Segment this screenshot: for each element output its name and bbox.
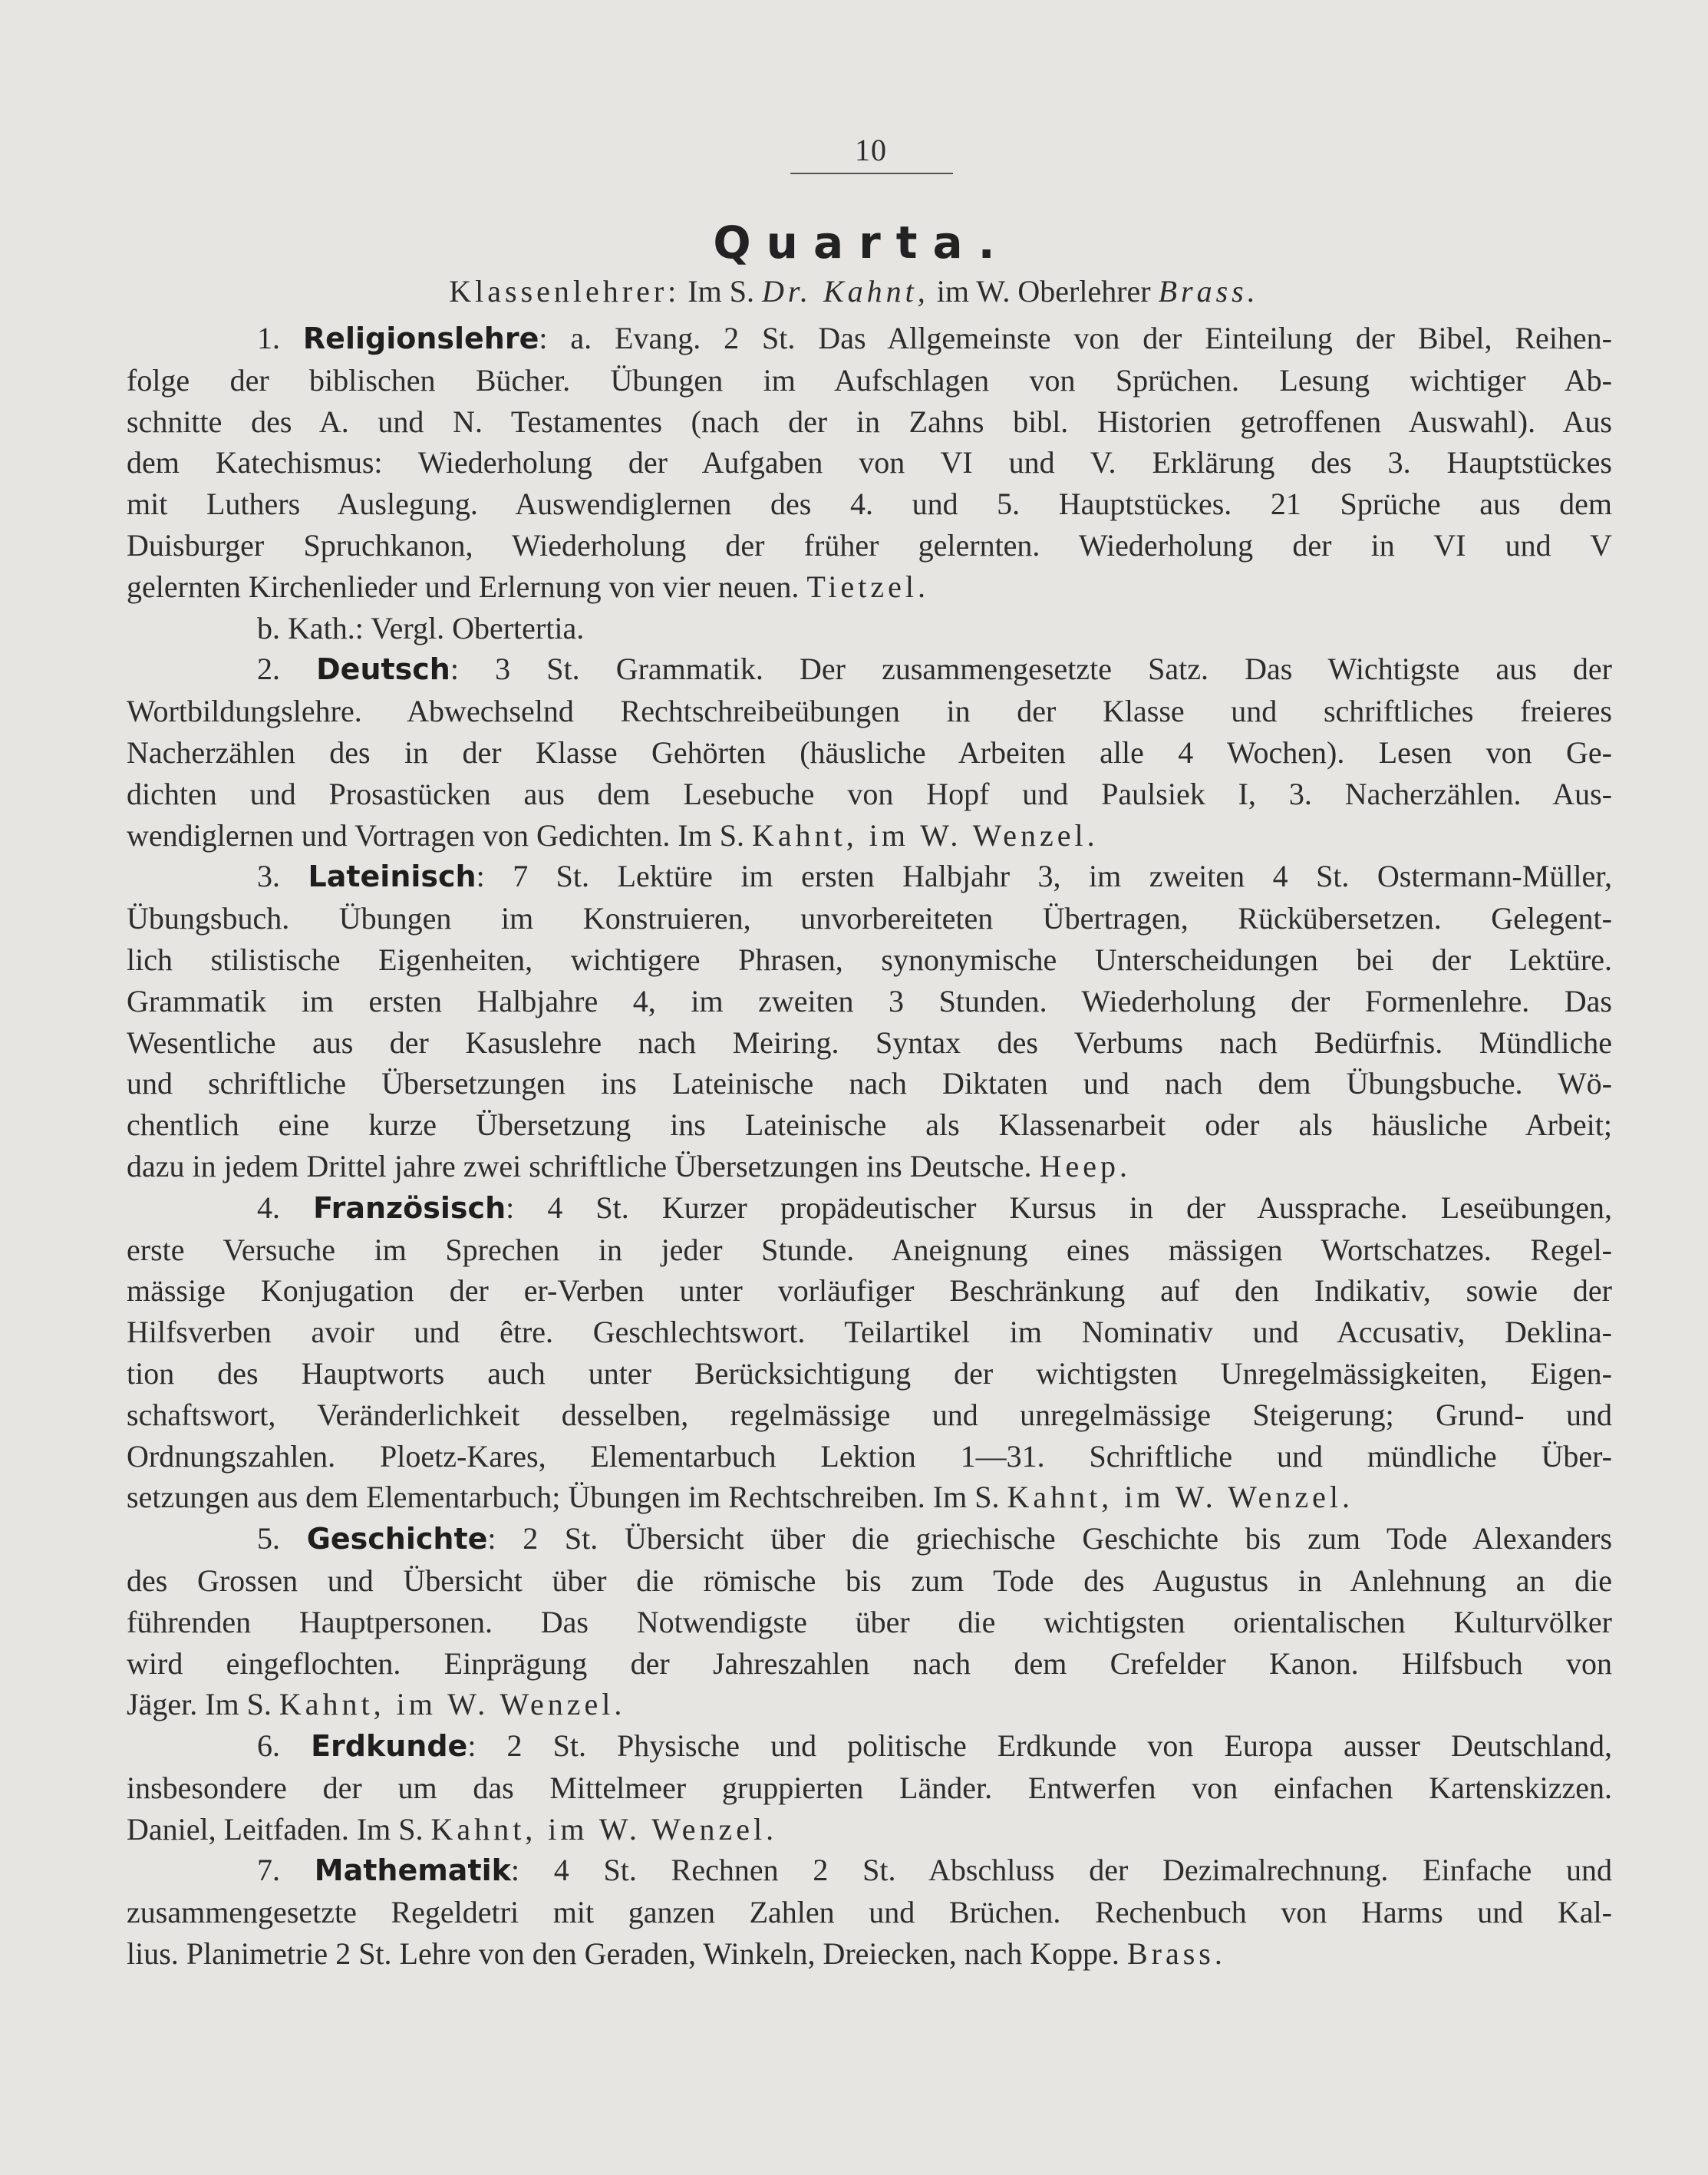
- section-text: Daniel, Leitfaden. Im S.: [127, 1811, 424, 1847]
- section-erdkunde: [127, 1725, 1612, 1850]
- section-number: 3.: [257, 859, 280, 894]
- section-number: 7.: [257, 1853, 280, 1888]
- section-text: : 2 St. Physische und politische Erdkunde von Europa ausser Deutschland,: [467, 1728, 1612, 1764]
- section-line: [127, 318, 1612, 360]
- section-line: [127, 1809, 1612, 1850]
- section-line: [127, 856, 1612, 898]
- section-number: 1.: [257, 321, 280, 355]
- subject-title: Geschichte: [306, 1522, 488, 1556]
- section-text: wendiglernen und Vortragen von Gedichten. Im S.: [127, 817, 745, 853]
- section-teacher: Tietzel.: [806, 569, 929, 604]
- section-teacher: Kahnt, im W. Wenzel.: [1007, 1480, 1354, 1515]
- section-text: Jäger. Im S.: [127, 1687, 272, 1722]
- section-franzoesisch: [127, 1187, 1612, 1518]
- section-line: folge der biblischen Bücher. Übungen im Aufschlagen von Sprüchen. Lesung wichtiger Ab-: [127, 362, 1612, 398]
- page-title-text: Quarta: [713, 216, 978, 269]
- section-text: : 4 St. Kurzer propädeutischer Kursus in der Aussprache. Leseübungen,: [506, 1190, 1613, 1225]
- section-line: mit Luthers Auslegung. Auswendiglernen des 4. und 5. Hauptstückes. 21 Sprüche aus dem: [127, 487, 1612, 522]
- section-text: dazu in jedem Drittel jahre zwei schriftliche Übersetzungen ins Deutsche.: [127, 1148, 1032, 1183]
- section-teacher: Heep.: [1039, 1148, 1131, 1183]
- section-line: erste Versuche im Sprechen in jeder Stunde. Aneignung eines mässigen Wortschatzes. Regel-: [127, 1232, 1612, 1267]
- section-line: wird eingeflochten. Einprägung der Jahreszahlen nach dem Crefelder Kanon. Hilfsbuch von: [127, 1645, 1612, 1681]
- section-deutsch: [127, 649, 1612, 856]
- section-lateinisch: [127, 856, 1612, 1187]
- section-line: [127, 1187, 1612, 1229]
- section-teacher: Kahnt, im W. Wenzel.: [279, 1687, 626, 1722]
- class-teacher-label: Klassenlehrer:: [449, 274, 681, 309]
- section-line: Hilfsverben avoir und être. Geschlechtswort. Teilartikel im Nominativ und Accusativ, Deklina-: [127, 1315, 1612, 1350]
- section-line: Ordnungszahlen. Ploetz-Kares, Elementarbuch Lektion 1—31. Schriftliche und mündliche Über-: [127, 1438, 1612, 1474]
- section-line: chentlich eine kurze Übersetzung ins Lateinische als Klassenarbeit oder als häusliche Arbeit;: [127, 1107, 1612, 1143]
- section-line: Übungsbuch. Übungen im Konstruieren, unvorbereiteten Übertragen, Rückübersetzen. Gelegent-: [127, 901, 1612, 936]
- section-line: Duisburger Spruchkanon, Wiederholung der früher gelernten. Wiederholung der in VI und V: [127, 527, 1612, 563]
- section-text: : a. Evang. 2 St. Das Allgemeinste von der Einteilung der Bibel, Reihen-: [539, 321, 1612, 355]
- class-teacher-line: [0, 273, 1708, 309]
- section-line: insbesondere der um das Mittelmeer gruppierten Länder. Entwerfen von einfachen Kartenskizzen.: [127, 1770, 1612, 1805]
- section-line: dem Katechismus: Wiederholung der Aufgaben von VI und V. Erklärung des 3. Hauptstückes: [127, 445, 1612, 480]
- section-line: [127, 566, 1612, 608]
- section-number: 6.: [257, 1728, 280, 1764]
- summer-teacher: Dr. Kahnt,: [761, 274, 929, 309]
- section-text: : 2 St. Übersicht über die griechische Geschichte bis zum Tode Alexanders: [487, 1521, 1613, 1556]
- subject-title: Erdkunde: [311, 1729, 468, 1764]
- section-line: tion des Hauptworts auch unter Berücksichtigung der wichtigsten Unregelmässigkeiten, Eigen-: [127, 1355, 1612, 1391]
- section-text: setzungen aus dem Elementarbuch; Übungen im Rechtschreiben. Im S.: [127, 1480, 1000, 1515]
- section-line: [127, 1477, 1612, 1518]
- header-rule: [790, 173, 953, 174]
- section-text: lius. Planimetrie 2 St. Lehre von den Geraden, Winkeln, Dreiecken, nach Koppe.: [127, 1936, 1119, 1972]
- section-line: [127, 1850, 1612, 1892]
- subject-title: Deutsch: [316, 652, 450, 687]
- summer-prefix: Im S.: [687, 274, 754, 309]
- section-line: des Grossen und Übersicht über die römische bis zum Tode des Augustus in Anlehnung an die: [127, 1563, 1612, 1598]
- section-line: [127, 649, 1612, 691]
- section-religionslehre: [127, 318, 1612, 649]
- subject-title: Religionslehre: [302, 322, 539, 355]
- section-number: 5.: [257, 1521, 280, 1556]
- section-line: b. Kath.: Vergl. Obertertia.: [257, 610, 585, 645]
- subject-sections: [127, 318, 1612, 1975]
- subject-title: Lateinisch: [308, 860, 476, 894]
- section-text: gelernten Kirchenlieder und Erlernung von vier neuen.: [127, 569, 800, 604]
- section-line: [127, 1146, 1612, 1187]
- section-line: zusammengesetzte Regeldetri mit ganzen Zahlen und Brüchen. Rechenbuch von Harms und Kal-: [127, 1895, 1612, 1930]
- section-line: [127, 1684, 1612, 1725]
- page-title-dot: .: [978, 216, 995, 269]
- section-line: [127, 1518, 1612, 1560]
- section-text: : 3 St. Grammatik. Der zusammengesetzte Satz. Das Wichtigste aus der: [450, 652, 1612, 687]
- section-text: : 4 St. Rechnen 2 St. Abschluss der Dezimalrechnung. Einfache und: [510, 1853, 1613, 1888]
- section-line: Wesentliche aus der Kasuslehre nach Meiring. Syntax des Verbums nach Bedürfnis. Mündliche: [127, 1025, 1612, 1060]
- section-line: lich stilistische Eigenheiten, wichtigere Phrasen, synonymische Unterscheidungen bei der Lektüre.: [127, 942, 1612, 977]
- section-line: [127, 815, 1612, 856]
- section-line: schaftswort, Veränderlichkeit desselben, regelmässige und unregelmässige Steigerung; Grund- und: [127, 1397, 1612, 1432]
- section-line: führenden Hauptpersonen. Das Notwendigste über die wichtigsten orientalischen Kulturvölker: [127, 1604, 1612, 1639]
- section-line: dichten und Prosastücken aus dem Lesebuche von Hopf und Paulsiek I, 3. Nacherzählen. Aus-: [127, 776, 1612, 811]
- subject-title: Französisch: [313, 1190, 506, 1225]
- section-text: : 7 St. Lektüre im ersten Halbjahr 3, im zweiten 4 St. Ostermann-Müller,: [476, 859, 1613, 894]
- subject-title: Mathematik: [314, 1853, 511, 1888]
- winter-teacher: Brass.: [1158, 274, 1259, 309]
- page-title: [0, 216, 1708, 269]
- section-line: mässige Konjugation der er-Verben unter vorläufiger Beschränkung auf den Indikativ, sowie der: [127, 1273, 1612, 1309]
- section-mathematik: [127, 1850, 1612, 1974]
- section-line: [127, 1725, 1612, 1767]
- section-teacher: Kahnt, im W. Wenzel.: [752, 817, 1099, 853]
- section-line: und schriftliche Übersetzungen ins Lateinische nach Diktaten und nach dem Übungsbuche. Wö-: [127, 1066, 1612, 1101]
- winter-prefix: im W. Oberlehrer: [936, 274, 1151, 309]
- section-teacher: Kahnt, im W. Wenzel.: [430, 1811, 778, 1847]
- page-number: 10: [855, 133, 887, 167]
- section-line: Grammatik im ersten Halbjahre 4, im zweiten 3 Stunden. Wiederholung der Formenlehre. Das: [127, 983, 1612, 1018]
- section-line: schnitte des A. und N. Testamentes (nach der in Zahns bibl. Historien getroffenen Auswahl). Aus: [127, 404, 1612, 439]
- section-teacher: Brass.: [1126, 1936, 1226, 1972]
- section-number: 2.: [257, 652, 280, 687]
- section-line: Nacherzählen des in der Klasse Gehörten (häusliche Arbeiten alle 4 Wochen). Lesen von Ge-: [127, 734, 1612, 770]
- section-number: 4.: [257, 1190, 280, 1225]
- section-line: [127, 1933, 1612, 1975]
- section-line: Wortbildungslehre. Abwechselnd Rechtschreibeübungen in der Klasse und schriftliches freieres: [127, 694, 1612, 729]
- section-geschichte: [127, 1518, 1612, 1725]
